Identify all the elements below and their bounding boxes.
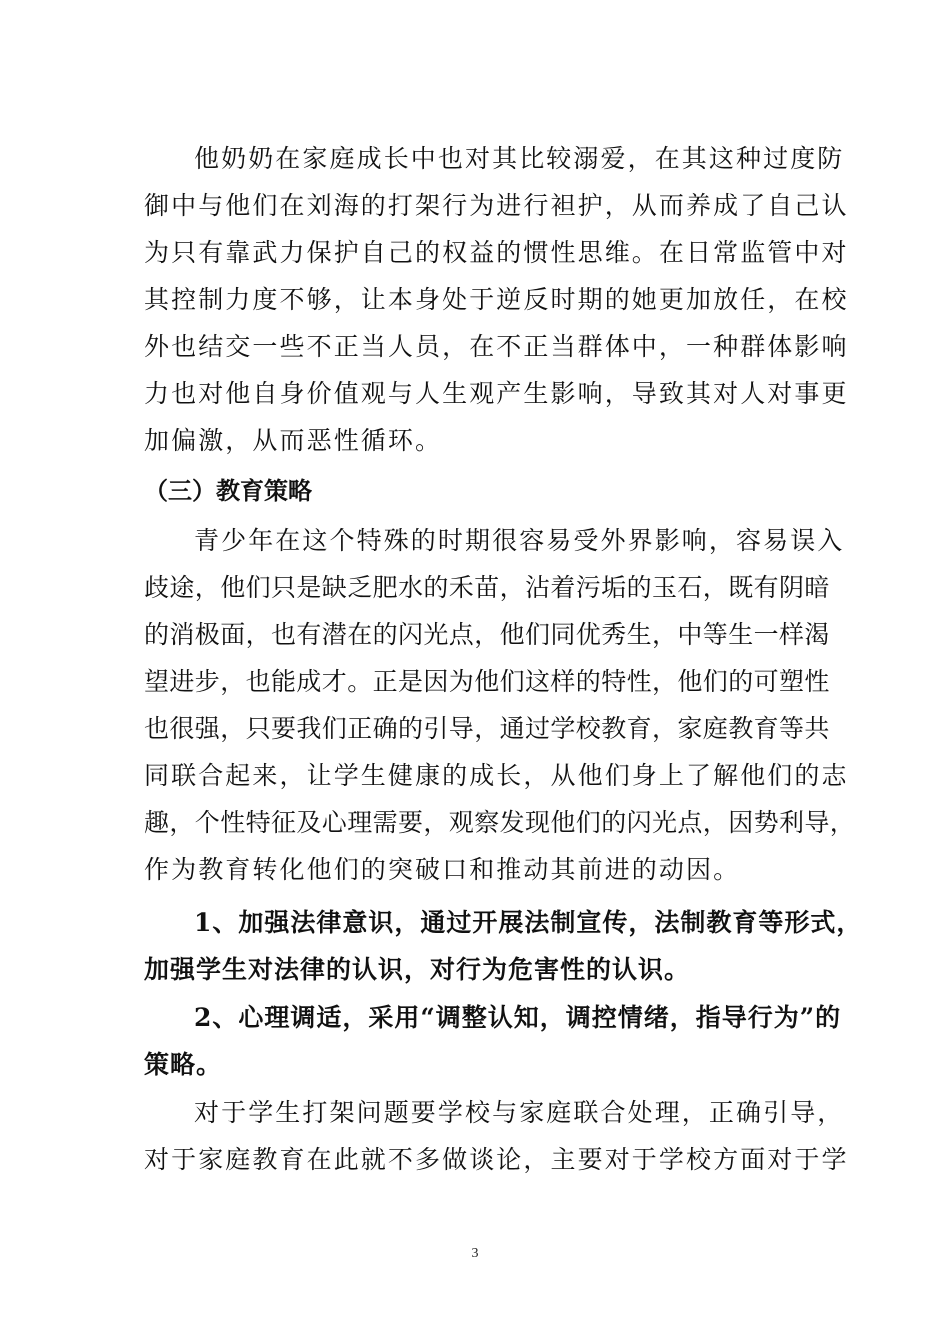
text-line: 1、加强法律意识，通过开展法制宣传，法制教育等形式， (194, 908, 863, 937)
text-line: 望进步，也能成才。正是因为他们这样的特性，他们的可塑性 (144, 667, 830, 696)
text-line: 2、心理调适，采用“调整认知，调控情绪，指导行为”的 (194, 1003, 842, 1032)
text-line: 对于家庭教育在此就不多做谈论，主要对于学校方面对于学 (144, 1145, 849, 1174)
page-number: 3 (471, 1246, 479, 1261)
text-line: 对于学生打架问题要学校与家庭联合处理，正确引导， (194, 1098, 845, 1127)
text-line: 其控制力度不够，让本身处于逆反时期的她更加放任，在校 (144, 285, 849, 314)
text-line: 趣，个性特征及心理需要，观察发现他们的闪光点，因势利导， (144, 808, 856, 837)
text-line: 外也结交一些不正当人员，在不正当群体中，一种群体影响 (144, 332, 849, 361)
text-line: 御中与他们在刘海的打架行为进行袒护，从而养成了自己认 (144, 191, 849, 220)
text-line: 策略。 (144, 1050, 223, 1079)
text-line: 歧途，他们只是缺乏肥水的禾苗，沾着污垢的玉石，既有阴暗 (144, 573, 830, 602)
text-line: 加偏激，从而恶性循环。 (144, 426, 443, 455)
text-line: 的消极面，也有潜在的闪光点，他们同优秀生，中等生一样渴 (144, 620, 830, 649)
text-line: 也很强，只要我们正确的引导，通过学校教育，家庭教育等共 (144, 714, 830, 743)
text-line: 力也对他自身价值观与人生观产生影响，导致其对人对事更 (144, 379, 849, 408)
text-line: 同联合起来，让学生健康的成长，从他们身上了解他们的志 (144, 761, 849, 790)
text-line: 他奶奶在家庭成长中也对其比较溺爱，在其这种过度防 (194, 144, 845, 173)
text-line: 为只有靠武力保护自己的权益的惯性思维。在日常监管中对 (144, 238, 849, 267)
section-heading: （三）教育策略 (144, 477, 312, 505)
text-line: 加强学生对法律的认识，对行为危害性的认识。 (144, 955, 691, 984)
text-line: 作为教育转化他们的突破口和推动其前进的动因。 (144, 855, 741, 884)
text-line: 青少年在这个特殊的时期很容易受外界影响，容易误入 (194, 526, 845, 555)
